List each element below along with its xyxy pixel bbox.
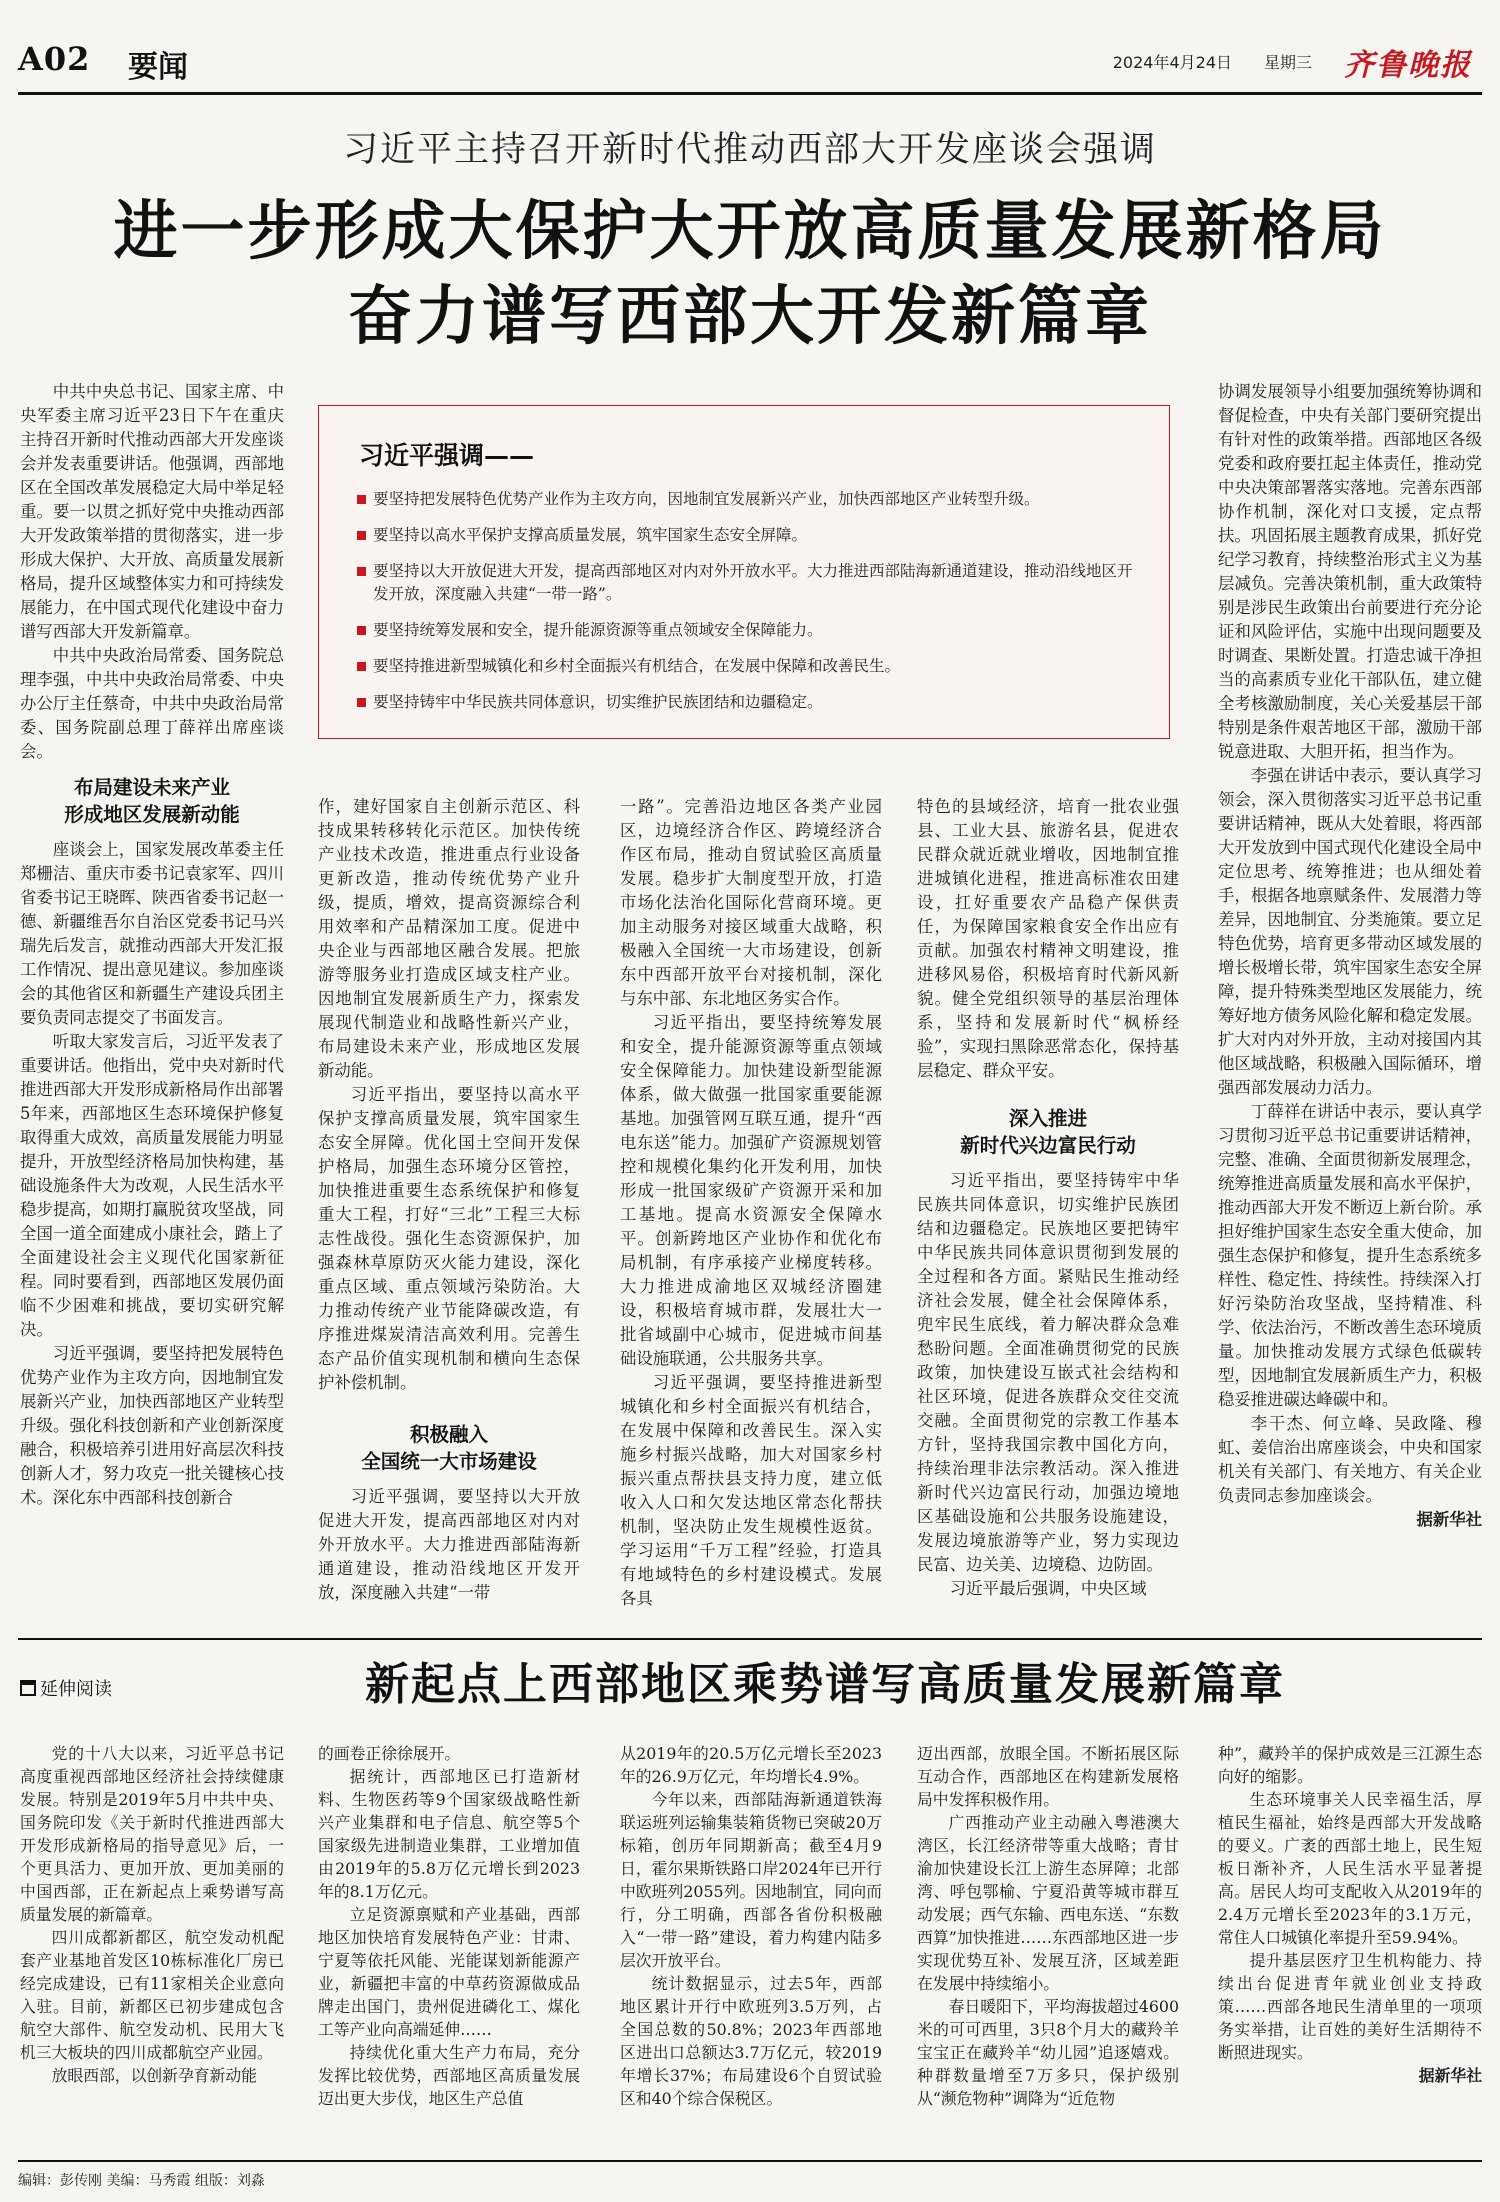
- subheading-line-2: 全国统一大市场建设: [361, 1450, 537, 1473]
- paragraph: 种”，藏羚羊的保护成效是三江源生态向好的缩影。: [1218, 1744, 1482, 1786]
- emphasis-item: 要坚持统筹发展和安全，提升能源资源等重点领域安全保障能力。: [357, 619, 1147, 642]
- bullet-square-icon: [357, 567, 366, 576]
- article-column-1: [20, 380, 284, 1510]
- paragraph: 习近平强调，要坚持以大开放促进大开发，提高西部地区对内对外开放水平。大力推进西部陆海新通道建设，推动沿线地区开发开放，深度融入共建“一带: [318, 1487, 580, 1602]
- subheading: [318, 1421, 580, 1475]
- subheading-line-1: 深入推进: [1008, 1107, 1087, 1130]
- article-column-3: [620, 795, 882, 1611]
- article-column-2: [318, 795, 580, 1605]
- paragraph: 习近平指出，要坚持铸牢中华民族共同体意识，切实维护民族团结和边疆稳定。民族地区要把铸牢中华民族共同体意识贯彻到发展的全过程和各方面。紧贴民生推动经济社会发展，健全社会保障体系，兜牢民生底线，着力解决群众急难愁盼问题。全面准确贯彻党的民族政策，加快建设互嵌式社会结构和社区环境，促进各族群众交往交流交融。全面贯彻党的宗教工作基本方针，坚持我国宗教中国化方向，持续治理非法宗教活动。深入推进新时代兴边富民行动，加强边境地区基础设施和公共服务设施建设，发展边境旅游等产业，努力实现边民富、边关美、边境稳、边防固。: [917, 1171, 1179, 1574]
- extension-column-2: [318, 1742, 580, 2110]
- extended-reading-label: 延伸阅读: [20, 1675, 112, 1701]
- article-headline-line-2: 奋力谱写西部大开发新篇章: [348, 279, 1152, 354]
- article-column-4: [917, 795, 1179, 1601]
- emphasis-item: 要坚持以高水平保护支撑高质量发展，筑牢国家生态安全屏障。: [357, 524, 1147, 547]
- article-column-5: [1218, 380, 1482, 1532]
- paragraph: 党的十八大以来，习近平总书记高度重视西部地区经济社会持续健康发展。特别是2019年5月中共中央、国务院印发《关于新时代推进西部大开发形成新格局的指导意见》后，一个更具活力、更加开放、更加美丽的中国西部，正在新起点上乘势谱写高质量发展的新篇章。: [20, 1744, 284, 1924]
- subheading-line-2: 新时代兴边富民行动: [960, 1134, 1136, 1157]
- paragraph: 中共中央总书记、国家主席、中央军委主席习近平23日下午在重庆主持召开新时代推动西部大开发座谈会并发表重要讲话。他强调，西部地区在全国改革发展稳定大局中举足轻重。要一以贯之抓好党中央推动西部大开发政策举措的贯彻落实，进一步形成大保护、大开放、高质量发展新格局，提升区域整体实力和可持续发展能力，在中国式现代化建设中奋力谱写西部大开发新篇章。: [20, 382, 284, 641]
- emphasis-item: 要坚持以大开放促进大开发，提高西部地区对内对外开放水平。大力推进西部陆海新通道建设，推动沿线地区开发开放，深度融入共建“一带一路”。: [357, 560, 1147, 606]
- paragraph: 丁薛祥在讲话中表示，要认真学习贯彻习近平总书记重要讲话精神，完整、准确、全面贯彻新发展理念，统筹推进高质量发展和高水平保护，推动西部大开发不断迈上新台阶。承担好维护国家生态安全重大使命，加强生态保护和修复，提升生态系统多样性、稳定性、持续性。持续深入打好污染防治攻坚战，坚持精准、科学、依法治污，不断改善生态环境质量。加快推动发展方式绿色低碳转型，因地制宜发展新质生产力，积极稳妥推进碳达峰碳中和。: [1218, 1102, 1482, 1409]
- extension-column-1: [20, 1742, 284, 2087]
- paragraph: 立足资源禀赋和产业基础，西部地区加快培育发展特色产业：甘肃、宁夏等依托风能、光能谋划新能源产业，新疆把丰富的中草药资源做成品牌走出国门，贵州促进磷化工、煤化工等产业向高端延伸……: [318, 1905, 580, 2039]
- paragraph: 今年以来，西部陆海新通道铁海联运班列运输集装箱货物已突破20万标箱，创历年同期新高；截至4月9日，霍尔果斯铁路口岸2024年已开行中欧班列2055列。因地制宜，同向而行，分工明确，西部各省份积极融入“一带一路”建设，着力构建内陆多层次开放平台。: [620, 1790, 882, 1970]
- source-credit: 据新华社: [1416, 1510, 1482, 1529]
- paragraph: 四川成都新都区，航空发动机配套产业基地首发区10栋标准化厂房已经完成建设，已有11家相关企业意向入驻。目前，新都区已初步建成包含航空大部件、航空发动机、民用大飞机三大板块的四川成都航空产业园。: [20, 1928, 284, 2062]
- section-name: 要闻: [128, 50, 188, 85]
- bullet-square-icon: [357, 495, 366, 504]
- subheading-line-1: 积极融入: [409, 1423, 488, 1446]
- extension-headline: 新起点上西部地区乘势谱写高质量发展新篇章: [365, 1659, 1285, 1710]
- paragraph: 迈出西部，放眼全国。不断拓展区际互动合作，西部地区在构建新发展格局中发挥积极作用。: [917, 1744, 1179, 1809]
- paragraph: 统计数据显示，过去5年，西部地区累计开行中欧班列3.5万列，占全国总数的50.8%；2023年西部地区进出口总额达3.7万亿元，较2019年增长37%；布局建设6个自贸试验区和40个综合保税区。: [620, 1974, 882, 2108]
- paragraph: 一路”。完善沿边地区各类产业园区，边境经济合作区、跨境经济合作区布局，推动自贸试验区高质量发展。稳步扩大制度型开放，打造市场化法治化国际化营商环境。更加主动服务对接区域重大战略，积极融入全国统一大市场建设，创新东中西部开放平台对接机制，深化与东中部、东北地区务实合作。: [620, 797, 882, 1008]
- source-credit: 据新华社: [1418, 2066, 1482, 2085]
- paragraph: 李干杰、何立峰、吴政隆、穆虹、姜信治出席座谈会，中央和国家机关有关部门、有关地方、有关企业负责同志参加座谈会。: [1218, 1414, 1482, 1505]
- emphasis-item: 要坚持铸牢中华民族共同体意识，切实维护民族团结和边疆稳定。: [357, 691, 1147, 714]
- paragraph: 中共中央政治局常委、国务院总理李强，中共中央政治局常委、中央办公厅主任蔡奇，中共中央政治局常委、国务院副总理丁薛祥出席座谈会。: [20, 646, 284, 761]
- extension-column-5: [1218, 1742, 1482, 2087]
- footer-rule: [18, 2160, 1482, 2162]
- emphasis-title: 习近平强调——: [359, 441, 535, 470]
- paragraph: 习近平强调，要坚持推进新型城镇化和乡村全面振兴有机结合，在发展中保障和改善民生。深入实施乡村振兴战略，加大对国家乡村振兴重点帮扶县支持力度，建立低收入人口和欠发达地区常态化帮扶机制，坚决防止发生规模性返贫。学习运用“千万工程”经验，打造具有地域特色的乡村建设模式。发展各具: [620, 1373, 882, 1608]
- subheading-line-1: 布局建设未来产业: [73, 776, 230, 799]
- bullet-square-icon: [357, 626, 366, 635]
- paragraph: 特色的县域经济，培育一批农业强县、工业大县、旅游名县，促进农民群众就近就业增收，因地制宜推进城镇化进程，推进高标准农田建设，扛好重要农产品稳产保供责任，为保障国家粮食安全作出应有贡献。加强农村精神文明建设，推进移风易俗，积极培育时代新风新貌。健全党组织领导的基层治理体系，坚持和发展新时代“枫桥经验”，实现扫黑除恶常态化，保持基层稳定、群众平安。: [917, 797, 1179, 1080]
- article-headline-line-1: 进一步形成大保护大开放高质量发展新格局: [113, 194, 1387, 269]
- page-code: A02: [18, 40, 91, 78]
- article-kicker: 习近平主持召开新时代推动西部大开发座谈会强调: [342, 130, 1157, 170]
- emphasis-list: [357, 488, 1147, 727]
- paragraph: 协调发展领导小组要加强统筹协调和督促检查，中央有关部门要研究提出有针对性的政策举措。西部地区各级党委和政府要扛起主体责任，推动党中央决策部署落实落地。完善东西部协作机制，深化对口支援，定点帮扶。巩固拓展主题教育成果，抓好党纪学习教育，持续整治形式主义为基层减负。完善决策机制，重大政策特别是涉民生政策出台前要进行充分论证和风险评估，实施中出现问题要及时调查、果断处置。打造忠诚干净担当的高素质专业化干部队伍，建立健全考核激励制度，关心关爱基层干部特别是条件艰苦地区干部，激励干部锐意进取、大胆开拓，担当作为。: [1218, 382, 1482, 761]
- subheading: [917, 1105, 1179, 1159]
- paragraph: 的画卷正徐徐展开。: [318, 1744, 461, 1763]
- editor-credits: 编辑：彭传刚 美编：马秀霞 组版：刘淼: [18, 2173, 265, 2189]
- paragraph: 春日暖阳下，平均海拔超过4600米的可可西里，3只8个月大的藏羚羊宝宝正在藏羚羊“幼儿园”追逐嬉戏。种群数量增至7万多只，保护级别从“濒危物种”调降为“近危物: [917, 1997, 1179, 2108]
- paragraph: 习近平最后强调，中央区域: [949, 1579, 1147, 1598]
- paragraph: 提升基层医疗卫生机构能力、持续出台促进青年就业创业支持政策……西部各地民生清单里的一项项务实举措，让百姓的美好生活期待不断照进现实。: [1218, 1951, 1482, 2062]
- paragraph: 据统计，西部地区已打造新材料、生物医药等9个国家级战略性新兴产业集群和电子信息、航空等5个国家级先进制造业集群，工业增加值由2019年的5.8万亿元增长到2023年的8.1万亿元。: [318, 1767, 580, 1901]
- paragraph: 作，建好国家自主创新示范区、科技成果转移转化示范区。加快传统产业技术改造，推进重点行业设备更新改造，推动传统优势产业升级，提质，增效，提高资源综合利用效率和产品精深加工度。促进中央企业与西部地区融合发展。把旅游等服务业打造成区域支柱产业。因地制宜发展新质生产力，探索发展现代制造业和战略性新兴产业，布局建设未来产业，形成地区发展新动能。: [318, 797, 580, 1080]
- extension-column-3: [620, 1742, 882, 2110]
- paragraph: 习近平指出，要坚持以高水平保护支撑高质量发展，筑牢国家生态安全屏障。优化国土空间开发保护格局，加强生态环境分区管控，加快推进重要生态系统保护和修复重大工程，打好“三北”工程三大标志性战役。强化生态资源保护，加强森林草原防灭火能力建设，深化重点区域、重点领域污染防治。大力推动传统产业节能降碳改造，有序推进煤炭清洁高效利用。完善生态产品价值实现机制和横向生态保护补偿机制。: [318, 1085, 580, 1392]
- paragraph: 生态环境事关人民幸福生活，厚植民生福祉，始终是西部大开发战略的要义。广袤的西部土地上，民生短板日渐补齐，人民生活水平显著提高。居民人均可支配收入从2019年的2.4万元增长至2023年的3.1万元，常住人口城镇化率提升至59.94%。: [1218, 1790, 1482, 1947]
- paragraph: 听取大家发言后，习近平发表了重要讲话。他指出，党中央对新时代推进西部大开发形成新格局作出部署5年来，西部地区生态环境保护修复取得重大成效，高质量发展能力明显提升，开放型经济格局加快构建，基础设施条件大为改观，人民生活水平稳步提高，如期打赢脱贫攻坚战，同全国一道全面建成小康社会，踏上了全面建设社会主义现代化国家新征程。同时要看到，西部地区发展仍面临不少困难和挑战，要切实研究解决。: [20, 1032, 284, 1339]
- extension-column-4: [917, 1742, 1179, 2110]
- paragraph: 持续优化重大生产力布局，充分发挥比较优势，西部地区高质量发展迈出更大步伐，地区生产总值: [318, 2043, 580, 2108]
- paragraph: 李强在讲话中表示，要认真学习领会，深入贯彻落实习近平总书记重要讲话精神，既从大处着眼，将西部大开发放到中国式现代化建设全局中定位思考、统筹推进；也从细处着手，根据各地禀赋条件、发展潜力等差异，因地制宜、分类施策。要立足特色优势，培育更多带动区域发展的增长极增长带，筑牢国家生态安全屏障，提升特殊类型地区发展能力，统筹好地方债务风险化解和稳定发展。扩大对内对外开放，主动对接国内其他区域战略，积极融入国际循环，增强西部发展动力活力。: [1218, 766, 1482, 1097]
- paragraph: 从2019年的20.5万亿元增长至2023年的26.9万亿元，年均增长4.9%。: [620, 1744, 882, 1786]
- bullet-square-icon: [357, 662, 366, 671]
- issue-weekday: 星期三: [1263, 53, 1312, 72]
- emphasis-box: [318, 405, 1170, 739]
- page-header: [18, 40, 1482, 90]
- header-rule: [18, 92, 1482, 95]
- paragraph: 广西推动产业主动融入粤港澳大湾区，长江经济带等重大战略；青甘渝加快建设长江上游生态屏障；北部湾、呼包鄂榆、宁夏沿黄等城市群互动发展；西气东输、西电东送、“东数西算”加快推进……东西部地区进一步实现优势互补、发展互济，区域差距在发展中持续缩小。: [917, 1813, 1179, 1993]
- emphasis-item: 要坚持把发展特色优势产业作为主攻方向，因地制宜发展新兴产业，加快西部地区产业转型升级。: [357, 488, 1147, 511]
- subheading-line-2: 形成地区发展新动能: [64, 803, 240, 826]
- emphasis-item: 要坚持推进新型城镇化和乡村全面振兴有机结合，在发展中保障和改善民生。: [357, 655, 1147, 678]
- section-divider: [18, 1638, 1482, 1640]
- paragraph: 放眼西部，以创新孕育新动能: [51, 2066, 257, 2085]
- paragraph: 习近平强调，要坚持把发展特色优势产业作为主攻方向，因地制宜发展新兴产业，加快西部地区产业转型升级。强化科技创新和产业创新深度融合，积极培养引进用好高层次科技创新人才，努力攻克一批关键核心技术。深化东中西部科技创新合: [20, 1344, 284, 1507]
- issue-date: 2024年4月24日: [1112, 53, 1232, 72]
- extended-reading-icon: [20, 1680, 36, 1696]
- paragraph: 座谈会上，国家发展改革委主任郑栅洁、重庆市委书记袁家军、四川省委书记王晓晖、陕西省委书记赵一德、新疆维吾尔自治区党委书记马兴瑞先后发言，就推动西部大开发汇报工作情况、提出意见建议。参加座谈会的其他省区和新疆生产建设兵团主要负责同志提交了书面发言。: [20, 840, 284, 1027]
- bullet-square-icon: [357, 698, 366, 707]
- subheading: [20, 774, 284, 828]
- paragraph: 习近平指出，要坚持统筹发展和安全，提升能源资源等重点领域安全保障能力。加快建设新型能源体系，做大做强一批国家重要能源基地。加强管网互联互通，提升“西电东送”能力。加强矿产资源规划管控和规模化集约化开发利用，加快形成一批国家级矿产资源开采和加工基地。提高水资源安全保障水平。创新跨地区产业协作和优化布局机制，有序承接产业梯度转移。大力推进成渝地区双城经济圈建设，积极培育城市群，发展壮大一批省域副中心城市，促进城市间基础设施联通，公共服务共享。: [620, 1013, 882, 1368]
- bullet-square-icon: [357, 531, 366, 540]
- newspaper-logo: 齐鲁晚报: [1344, 48, 1472, 83]
